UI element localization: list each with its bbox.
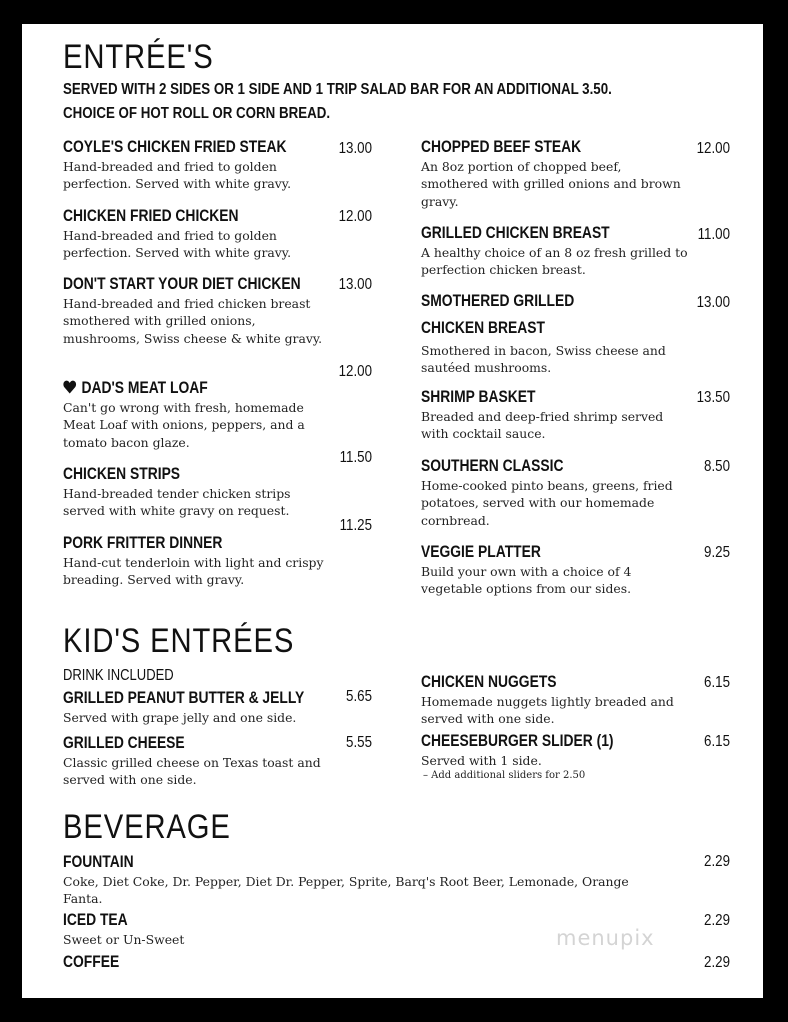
item-price: 8.50 xyxy=(704,458,730,475)
item-price: 12.00 xyxy=(696,140,730,157)
item-price: 13.00 xyxy=(338,276,372,293)
item-name: GRILLED CHICKEN BREAST xyxy=(421,224,610,242)
item-price: 11.50 xyxy=(339,449,372,466)
menu-item xyxy=(63,136,333,193)
item-price: 2.29 xyxy=(704,912,730,929)
item-price: 9.25 xyxy=(704,544,730,561)
kids-title: KID'S ENTRÉES xyxy=(63,622,295,660)
menu-item xyxy=(63,532,335,589)
item-description: Homemade nuggets lightly breaded and served with one side. xyxy=(421,694,674,727)
item-name: DON'T START YOUR DIET CHICKEN xyxy=(63,275,301,293)
menu-item xyxy=(63,377,335,451)
heart-icon xyxy=(63,380,76,394)
item-price: 13.50 xyxy=(696,389,730,406)
item-description: Smothered in bacon, Swiss cheese and sautéed mushrooms. xyxy=(421,343,666,376)
item-price: 5.65 xyxy=(346,688,372,705)
item-description: Hand-breaded and fried chicken breast smothered with grilled onions, mushrooms, Swiss cheese & white gravy. xyxy=(63,296,323,346)
item-name: VEGGIE PLATTER xyxy=(421,543,541,561)
menu-item xyxy=(421,288,691,377)
drink-included-note: DRINK INCLUDED xyxy=(63,667,174,684)
item-description: Classic grilled cheese on Texas toast and served with one side. xyxy=(63,755,321,788)
menu-item xyxy=(63,205,333,262)
menu-item xyxy=(63,951,463,973)
item-name: SMOTHERED GRILLED CHICKEN BREAST xyxy=(421,292,575,337)
beverage-title: BEVERAGE xyxy=(63,808,231,846)
item-note: – Add additional sliders for 2.50 xyxy=(423,770,586,782)
item-description: Hand-cut tenderloin with light and crispy breading. Served with gravy. xyxy=(63,555,324,588)
item-description: Breaded and deep-fried shrimp served with cocktail sauce. xyxy=(421,409,664,442)
item-name: SOUTHERN CLASSIC xyxy=(421,457,564,475)
item-description: Can't go wrong with fresh, homemade Meat Loaf with onions, peppers, and a tomato bacon glaze. xyxy=(63,400,305,450)
item-name: COFFEE xyxy=(63,953,120,971)
item-name: GRILLED CHEESE xyxy=(63,734,185,752)
item-name-text: DAD'S MEAT LOAF xyxy=(81,379,208,397)
item-description: Hand-breaded tender chicken strips served with white gravy on request. xyxy=(63,486,291,519)
item-name: SHRIMP BASKET xyxy=(421,388,536,406)
menu-item xyxy=(421,455,693,529)
menu-item xyxy=(63,851,663,908)
item-name: FOUNTAIN xyxy=(63,853,134,871)
item-price: 12.00 xyxy=(338,208,372,225)
item-price: 11.25 xyxy=(339,517,372,534)
item-price: 6.15 xyxy=(704,674,730,691)
item-price: 12.00 xyxy=(338,363,372,380)
item-description: An 8oz portion of chopped beef, smothered with grilled onions and brown gravy. xyxy=(421,159,681,209)
item-description: A healthy choice of an 8 oz fresh grilled to perfection chicken breast. xyxy=(421,245,688,278)
item-price: 13.00 xyxy=(696,294,730,311)
item-description: Build your own with a choice of 4 vegetable options from our sides. xyxy=(421,564,632,597)
menu-item xyxy=(421,222,691,279)
item-description: Served with 1 side. xyxy=(421,753,542,768)
item-name: CHOPPED BEEF STEAK xyxy=(421,138,582,156)
item-price: 6.15 xyxy=(704,733,730,750)
menu-item xyxy=(63,463,335,520)
menu-item xyxy=(421,671,693,728)
menu-item xyxy=(421,730,693,783)
menu-item xyxy=(63,687,335,726)
item-name: CHEESEBURGER SLIDER (1) xyxy=(421,732,614,750)
menu-item xyxy=(421,136,691,210)
item-price: 5.55 xyxy=(346,734,372,751)
watermark-logo: menupix xyxy=(556,926,655,950)
item-name: PORK FRITTER DINNER xyxy=(63,534,223,552)
item-name: CHICKEN STRIPS xyxy=(63,465,181,483)
item-description: Coke, Diet Coke, Dr. Pepper, Diet Dr. Pepper, Sprite, Barq's Root Beer, Lemonade, Orange Fanta. xyxy=(63,874,629,907)
item-description: Home-cooked pinto beans, greens, fried potatoes, served with our homemade cornbread. xyxy=(421,478,673,528)
item-price: 2.29 xyxy=(704,954,730,971)
item-name: COYLE'S CHICKEN FRIED STEAK xyxy=(63,138,287,156)
item-name xyxy=(63,377,291,399)
entrees-subtitle: SERVED WITH 2 SIDES OR 1 SIDE AND 1 TRIP SALAD BAR FOR AN ADDITIONAL 3.50. CHOICE OF HOT ROLL OR CORN BREAD. xyxy=(63,81,612,122)
menu-item xyxy=(63,732,335,789)
menu-item xyxy=(63,273,335,347)
item-price: 11.00 xyxy=(697,226,730,243)
menu-item xyxy=(421,541,681,598)
item-name: ICED TEA xyxy=(63,911,128,929)
item-description: Hand-breaded and fried to golden perfection. Served with white gravy. xyxy=(63,228,292,261)
item-name: CHICKEN FRIED CHICKEN xyxy=(63,207,239,225)
item-description: Hand-breaded and fried to golden perfection. Served with white gravy. xyxy=(63,159,292,192)
item-name: GRILLED PEANUT BUTTER & JELLY xyxy=(63,689,305,707)
item-name: CHICKEN NUGGETS xyxy=(421,673,557,691)
item-description: Served with grape jelly and one side. xyxy=(63,710,297,725)
menu-item xyxy=(421,386,691,443)
menu-page xyxy=(22,24,763,998)
item-description: Sweet or Un-Sweet xyxy=(63,932,185,947)
menu-item xyxy=(63,909,463,948)
entrees-title: ENTRÉE'S xyxy=(63,38,214,76)
item-price: 13.00 xyxy=(338,140,372,157)
item-price: 2.29 xyxy=(704,853,730,870)
